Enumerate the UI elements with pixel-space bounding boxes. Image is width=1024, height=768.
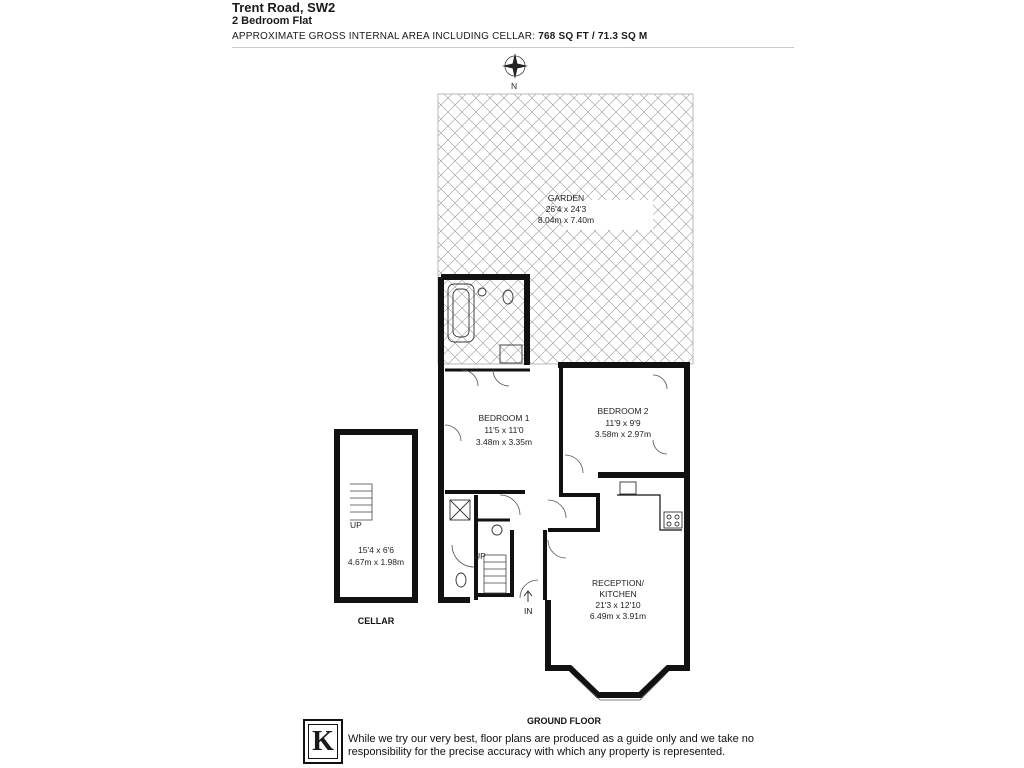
area-value: 768 SQ FT / 71.3 SQ M xyxy=(538,31,648,42)
bedroom2-name: BEDROOM 2 xyxy=(597,406,649,416)
compass-icon xyxy=(502,53,528,79)
reception-metric: 6.49m x 3.91m xyxy=(589,611,647,621)
bedroom2-imperial: 11'9 x 9'9 xyxy=(605,418,641,428)
disclaimer-line1: While we try our very best, floor plans are produced as a guide only and we take no xyxy=(348,733,755,745)
wc-sink-icon xyxy=(492,525,502,535)
area-label: APPROXIMATE GROSS INTERNAL AREA INCLUDING CELLAR: xyxy=(232,31,536,42)
bedroom1-imperial: 11'5 x 11'0 xyxy=(484,425,524,435)
ground-floor-label: GROUND FLOOR xyxy=(527,716,601,726)
property-title: Trent Road, SW2 xyxy=(232,0,336,15)
agency-logo xyxy=(303,719,343,764)
door-swings xyxy=(445,370,667,598)
ground-stair-up-label: UP xyxy=(474,551,486,561)
ground-floor-stairs xyxy=(484,555,506,593)
reception-name-line2: KITCHEN xyxy=(599,589,637,599)
logo-letter: K xyxy=(308,724,338,759)
wc-toilet-icon xyxy=(456,573,466,587)
cellar-metric: 4.67m x 1.98m xyxy=(347,557,405,567)
cellar-imperial: 15'4 x 6'6 xyxy=(358,545,394,555)
cellar-floor-label: CELLAR xyxy=(357,616,395,626)
hob-icon xyxy=(664,512,682,528)
bedroom1-name: BEDROOM 1 xyxy=(478,413,530,423)
cellar-up-label: UP xyxy=(350,520,362,530)
cellar-walls xyxy=(337,432,415,600)
garden-name: GARDEN xyxy=(547,193,585,203)
cellar-stairs xyxy=(350,484,372,520)
kitchen-sink-icon xyxy=(620,482,636,494)
disclaimer-line2: responsibility for the precise accuracy with which any property is represented. xyxy=(348,746,726,758)
garden-metric: 8.04m x 7.40m xyxy=(537,215,595,225)
bedroom1-metric: 3.48m x 3.35m xyxy=(475,437,533,447)
compass-north-label: N xyxy=(511,81,518,91)
entrance-label: IN xyxy=(524,606,533,616)
entrance-arrow-icon xyxy=(524,591,532,602)
reception-imperial: 21'3 x 12'10 xyxy=(595,600,641,610)
reception-name-line1: RECEPTION/ xyxy=(592,578,644,588)
property-subtitle: 2 Bedroom Flat xyxy=(232,15,313,27)
garden-imperial: 26'4 x 24'3 xyxy=(545,204,587,214)
bedroom2-metric: 3.58m x 2.97m xyxy=(594,429,652,439)
disclaimer xyxy=(348,733,768,759)
